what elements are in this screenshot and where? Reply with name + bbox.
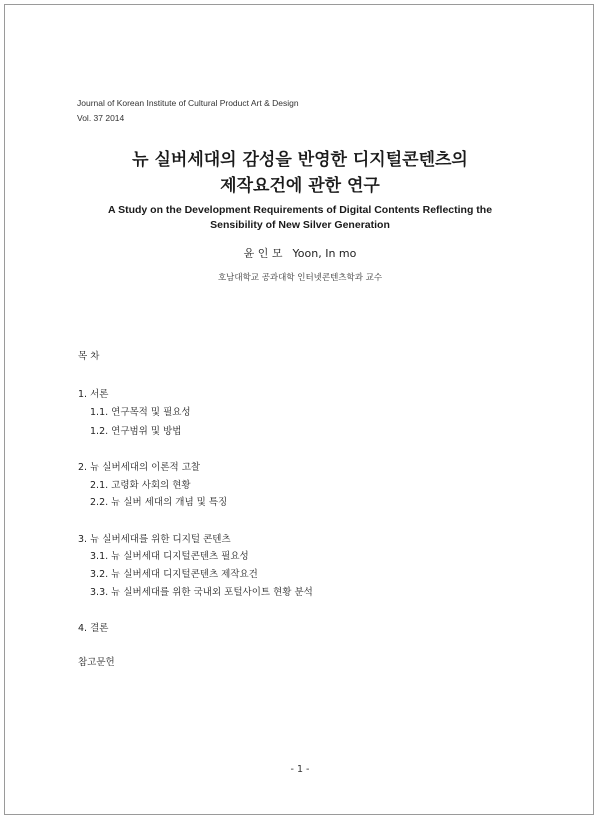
- title-korean-line-1: 뉴 실버세대의 감성을 반영한 디지털콘텐츠의: [132, 150, 468, 170]
- toc-section-2-1: 2.1. 고령화 사회의 현황: [90, 480, 191, 491]
- title-english-line-1: A Study on the Development Requirements of Digital Contents Reflecting the: [107, 204, 493, 216]
- title-korean-line-2: 제작요건에 관한 연구: [220, 176, 380, 196]
- journal-header: [77, 96, 299, 126]
- journal-volume: Vol. 37 2014: [77, 113, 125, 123]
- toc-section-2: 2. 뉴 실버세대의 이론적 고찰: [78, 462, 201, 473]
- author-affiliation: 호남대학교 공과대학 인터넷콘텐츠학과 교수: [217, 273, 383, 283]
- toc-section-3-1: 3.1. 뉴 실버세대 디지털콘텐츠 필요성: [90, 551, 249, 562]
- author-name-english: Yoon, In mo: [292, 247, 357, 260]
- page-number: - 1 -: [290, 764, 310, 775]
- toc-section-3-2: 3.2. 뉴 실버세대 디지털콘텐츠 제작요건: [90, 569, 258, 580]
- toc-section-3: 3. 뉴 실버세대를 위한 디지털 콘텐츠: [78, 534, 231, 545]
- toc-heading: 목 차: [78, 351, 100, 362]
- toc-section-4: 4. 결론: [78, 623, 109, 634]
- title-english-line-2: Sensibility of New Silver Generation: [210, 219, 390, 231]
- toc-section-3-3: 3.3. 뉴 실버세대를 위한 국내외 포털사이트 현황 분석: [90, 587, 313, 598]
- toc-section-2-2: 2.2. 뉴 실버 세대의 개념 및 특징: [90, 497, 228, 508]
- author-name-korean: 윤 인 모: [243, 247, 283, 260]
- author-line: [0, 246, 600, 262]
- toc-section-1-2: 1.2. 연구범위 및 방법: [90, 426, 182, 437]
- toc-section-1: 1. 서론: [78, 389, 109, 400]
- journal-name: Journal of Korean Institute of Cultural Product Art & Design: [77, 98, 299, 108]
- toc-references: 참고문헌: [78, 657, 115, 668]
- toc-section-1-1: 1.1. 연구목적 및 필요성: [90, 407, 191, 418]
